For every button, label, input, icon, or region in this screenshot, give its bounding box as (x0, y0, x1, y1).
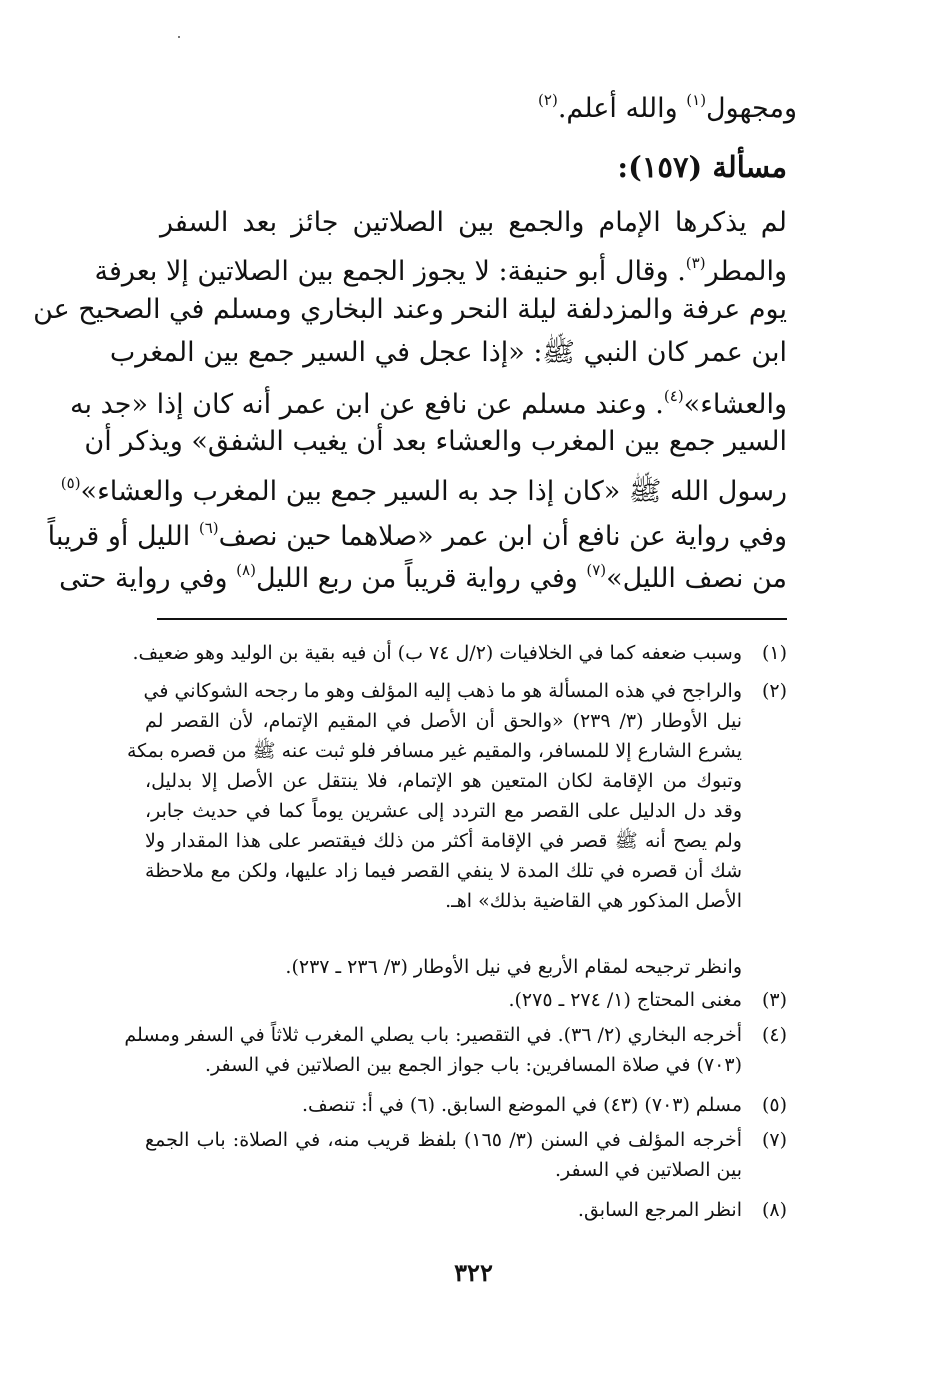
footnote-number: (٧) (761, 1129, 787, 1151)
footnote-text (126, 676, 743, 916)
body-text-run: ابن عمر كان النبي ﷺ: «إذا عجل في السير جمع بين المغرب (109, 337, 787, 368)
footnote-ref: (٤) (663, 387, 684, 405)
footnote (126, 676, 787, 916)
body-text-run: . وقال أبو حنيفة: لا يجوز الجمع بين الصلاتين إلا بعرفة (94, 256, 686, 287)
footnote-line: وانظر ترجيحه لمقام الأربع في نيل الأوطار (٣/ ٢٣٦ ـ ٢٣٧). (285, 956, 742, 978)
body-text-run: وفي رواية قريباً من ربع الليل (255, 563, 587, 594)
top-text-2: والله أعلم. (557, 93, 687, 124)
footnote-line: انظر المرجع السابق. (577, 1199, 742, 1221)
top-line (160, 82, 797, 129)
scan-speck (178, 36, 180, 38)
footnote-line: وتبوك من الإقامة لكان المتعين هو الإتمام، فلا ينتقل عن الأصل إلا بدليل، (145, 770, 742, 792)
footnote-text (145, 985, 742, 1015)
footnote (145, 1125, 787, 1185)
top-text: ومجهول (706, 93, 797, 124)
footnote-ref: (٧) (586, 561, 607, 579)
footnote-line: مغنى المحتاج (١/ ٢٧٤ ـ ٢٧٥). (508, 989, 742, 1011)
footnote-line: والراجح في هذه المسألة هو ما ذهب إليه المؤلف وهو ما رجحه الشوكاني في (143, 680, 742, 702)
body-text-run: من نصف الليل» (606, 563, 787, 594)
footnote-ref: (٨) (236, 561, 256, 579)
footnote-line: مسلم (٧٠٣) (٤٣) في الموضع السابق. (٦) في أ: تنصف. (302, 1094, 742, 1116)
footnote-line: وقد دل الدليل على القصر مع التردد إلى عشرين يوماً كما في حديث جابر، (145, 800, 742, 822)
body-line (33, 290, 787, 330)
footnote-number: (٤) (761, 1024, 787, 1046)
body-text-run: وفي رواية عن نافع أن ابن عمر «صلاهما حين نصف (218, 521, 787, 552)
footnote (124, 1020, 787, 1080)
footnote-ref-2: (٢) (538, 91, 558, 109)
footnote-line: الأصل المذكور هي القاضية بذلك» اهـ. (445, 890, 742, 912)
body-text-run: الليل أو قريباً (47, 521, 199, 552)
body-text-run: . وعند مسلم عن نافع عن ابن عمر أنه كان إذا «جد به (70, 389, 664, 420)
footnote (132, 638, 787, 668)
footnote-text (145, 1125, 742, 1185)
body-text-run: لم يذكرها الإمام والجمع بين الصلاتين جائز بعد السفر (160, 207, 787, 238)
footnote-line: بين الصلاتين في السفر. (554, 1159, 742, 1181)
footnote-ref: (٦) (198, 519, 219, 537)
issue-heading: مسألة (١٥٧): (617, 150, 787, 184)
footnote (145, 952, 787, 982)
body-line (47, 510, 787, 557)
footnote-text (145, 1090, 742, 1120)
footnote-number: (١) (761, 642, 787, 664)
body-text-run: رسول الله ﷺ «كان إذا جد به السير جمع بين المغرب والعشاء» (80, 476, 787, 507)
body-line (84, 422, 787, 462)
footnote-line: شك أن قصره في تلك المدة لا ينفي القصر فيما زاد عليها، ولكن مع ملاحظة (145, 860, 742, 882)
footnote-line: أخرجه المؤلف في السنن (٣/ ١٦٥) بلفظ قريب منه، في الصلاة: باب الجمع (145, 1129, 742, 1151)
footnote-line: ولم يصح أنه ﷺ قصر في الإقامة أكثر من ذلك فيقتصر على هذا المقدار ولا (145, 830, 742, 852)
footnote-line: وسبب ضعفه كما في الخلافيات (٢/ل ٧٤ ب) أن فيه بقية بن الوليد وهو ضعيف. (132, 642, 742, 664)
footnote (145, 1195, 787, 1225)
body-line (94, 245, 787, 292)
footnote-text (132, 638, 742, 668)
footnote-text (145, 952, 742, 982)
page-number: ٣٢٢ (454, 1258, 493, 1287)
footnote-line: (٧٠٣) في صلاة المسافرين: باب جواز الجمع بين الصلاتين في السفر. (204, 1054, 742, 1076)
footnote-text (145, 1195, 742, 1225)
body-text-run: وفي رواية حتى (59, 563, 237, 594)
footnote-ref: (٣) (685, 254, 706, 272)
body-line (59, 552, 787, 599)
footnote-number: (٥) (761, 1094, 787, 1116)
footnote-divider (157, 618, 787, 620)
footnote-number: (٣) (761, 989, 787, 1011)
footnote-text (124, 1020, 742, 1080)
body-text-run: يوم عرفة والمزدلفة ليلة النحر وعند البخاري ومسلم في الصحيح عن (33, 294, 787, 325)
footnote (145, 1090, 787, 1120)
footnote-number: (٢) (761, 680, 787, 702)
footnote-line: نيل الأوطار (٣/ ٢٣٩) «والحق أن الأصل في المقيم الإتمام، لأن القصر لم (145, 710, 743, 732)
body-text-run: السير جمع بين المغرب والعشاء بعد أن يغيب الشفق» ويذكر أن (84, 426, 787, 457)
body-text-run: والمطر (705, 256, 787, 287)
footnote-ref-1: (١) (686, 91, 707, 109)
body-line (60, 465, 787, 512)
footnote-line: يشرع الشارع إلا للمسافر، والمقيم غير مسافر فلو ثبت عنه ﷺ من قصره بمكة (126, 740, 742, 762)
footnote-line: أخرجه البخاري (٢/ ٣٦). في التقصير: باب يصلي المغرب ثلاثاً في السفر ومسلم (124, 1024, 742, 1046)
footnote (145, 985, 787, 1015)
body-text-run: والعشاء» (683, 389, 787, 420)
footnote-number: (٨) (761, 1199, 787, 1221)
body-line (160, 203, 787, 243)
body-line (109, 333, 787, 373)
footnote-ref: (٥) (60, 474, 81, 492)
body-line (70, 378, 787, 425)
